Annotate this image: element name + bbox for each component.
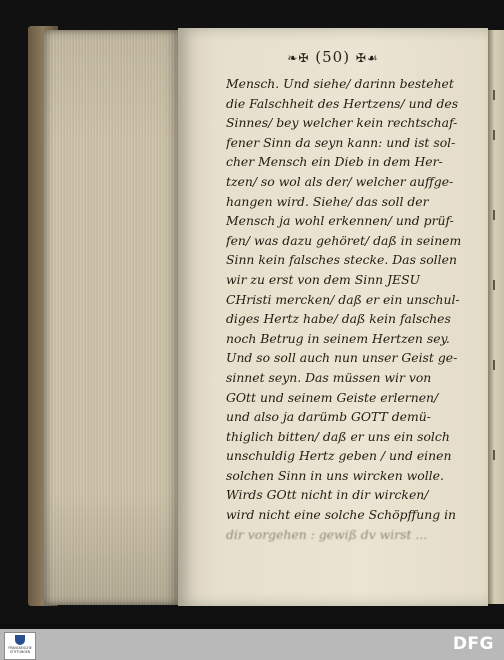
next-page-edge <box>488 30 504 604</box>
text-line: Sinn kein falsches stecke. Das sollen <box>226 252 457 268</box>
next-page-glyph <box>493 450 503 460</box>
text-line: tzen/ so wol als der/ welcher auffge- <box>226 173 454 189</box>
text-line: Wirds GOtt nicht in dir wircken/ <box>226 487 429 503</box>
next-page-glyph <box>493 130 503 140</box>
text-line: solchen Sinn in uns wircken wolle. <box>226 467 444 483</box>
library-logo[interactable] <box>4 632 36 660</box>
footer-bar <box>0 629 504 660</box>
text-line: wir zu erst von dem Sinn JESU <box>226 271 421 287</box>
text-line: cher Mensch ein Dieb in dem Her- <box>226 154 443 170</box>
text-line: Mensch ja wohl erkennen/ und prüf- <box>226 213 454 229</box>
text-line: Und so soll auch nun unser Geist ge- <box>226 350 458 366</box>
text-line: unschuldig Hertz geben / und einen <box>226 448 452 464</box>
text-line: wird nicht eine solche Schöpffung in <box>226 507 457 523</box>
dfg-logo[interactable]: DFG <box>452 634 494 654</box>
text-line: noch Betrug in seinem Hertzen sey. <box>226 330 450 346</box>
text-line: thiglich bitten/ daß er uns ein solch <box>226 428 450 444</box>
text-line: Sinnes/ bey welcher kein rechtschaf- <box>226 115 458 131</box>
text-line: die Falschheit des Hertzens/ und des <box>226 95 459 111</box>
ornament-left-icon: ❧✠ <box>287 51 310 65</box>
next-page-glyph <box>493 360 503 370</box>
page-number: (50) <box>315 48 351 66</box>
text-line: CHristi mercken/ daß er ein unschul- <box>226 291 460 307</box>
text-line: hangen wird. Siehe/ das soll der <box>226 193 429 209</box>
book-page <box>178 28 488 606</box>
library-logo-text: FRANCKESCHE STIFTUNGEN <box>8 646 32 654</box>
page-number-header <box>178 48 488 66</box>
ornament-right-icon: ✠☙ <box>355 51 379 65</box>
page-text-block <box>226 74 488 544</box>
next-page-glyph <box>493 210 503 220</box>
text-line-cut-off: dir vorgehen : gewiß dv wirst ... <box>226 526 428 542</box>
text-line: GOtt und seinem Geiste erlernen/ <box>226 389 439 405</box>
text-line: fener Sinn da seyn kann: und ist sol- <box>226 134 456 150</box>
text-line: fen/ was dazu gehöret/ daß in seinem <box>226 232 462 248</box>
crest-icon <box>15 635 25 645</box>
text-line: und also ja darümb GOTT demü- <box>226 409 431 425</box>
text-line: Mensch. Und siehe/ darinn bestehet <box>226 76 454 91</box>
next-page-glyph <box>493 90 503 100</box>
next-page-glyph <box>493 280 503 290</box>
text-line: diges Hertz habe/ daß kein falsches <box>226 311 451 327</box>
text-line: sinnet seyn. Das müssen wir von <box>226 369 432 385</box>
page-edges <box>44 30 180 605</box>
